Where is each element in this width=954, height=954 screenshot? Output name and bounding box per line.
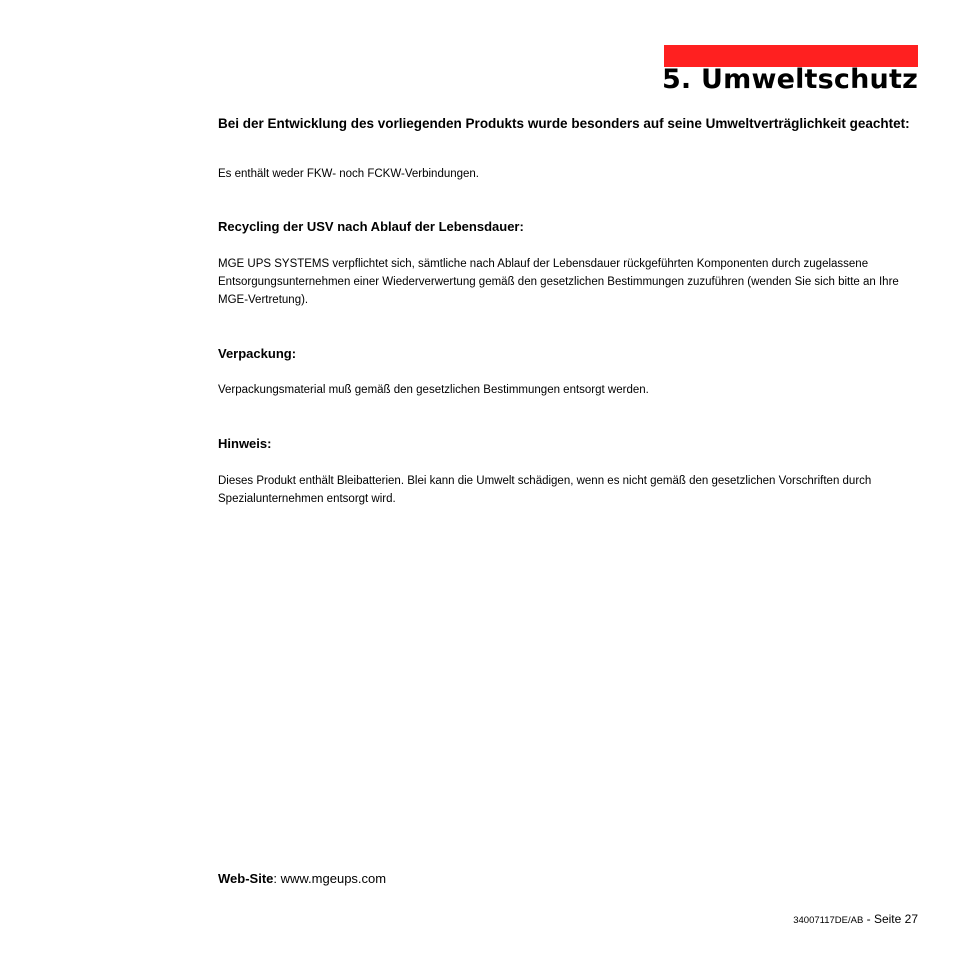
intro-text: Es enthält weder FKW- noch FCKW-Verbindungen. <box>218 168 480 180</box>
section-text-packaging: Verpackungsmaterial muß gemäß den gesetzlichen Bestimmungen entsorgt werden. <box>218 384 649 396</box>
section-heading-recycling: Recycling der USV nach Ablauf der Lebensdauer: <box>218 219 524 234</box>
footer-website <box>218 870 386 888</box>
footer-doc-code: 34007117DE/AB <box>793 915 864 926</box>
chapter-title: 5. Umweltschutz <box>661 64 918 95</box>
footer-page-info <box>793 910 918 930</box>
intro-heading: Bei der Entwicklung des vorliegenden Produkts wurde besonders auf seine Umweltverträglichkeit geachtet: <box>218 116 910 131</box>
section-text-recycling: MGE UPS SYSTEMS verpflichtet sich, sämtliche nach Ablauf der Lebensdauer rückgeführten Komponenten durch zugelassene Entsorgungsunternehmen einer Wiederverwertung gemäß den gesetzlichen Bestimmungen zuzuführen (wenden Sie sich bitte an Ihre MGE-Vertretung). <box>218 258 899 306</box>
footer-website-url[interactable]: : www.mgeups.com <box>273 871 387 886</box>
section-heading-note: Hinweis: <box>218 436 272 451</box>
footer-website-label: Web-Site <box>218 871 274 886</box>
section-text-note: Dieses Produkt enthält Bleibatterien. Blei kann die Umwelt schädigen, wenn es nicht gemäß den gesetzlichen Vorschriften durch Spezialunternehmen entsorgt wird. <box>218 475 872 505</box>
section-heading-packaging: Verpackung: <box>218 346 297 361</box>
footer-page-number: - Seite 27 <box>863 912 918 926</box>
